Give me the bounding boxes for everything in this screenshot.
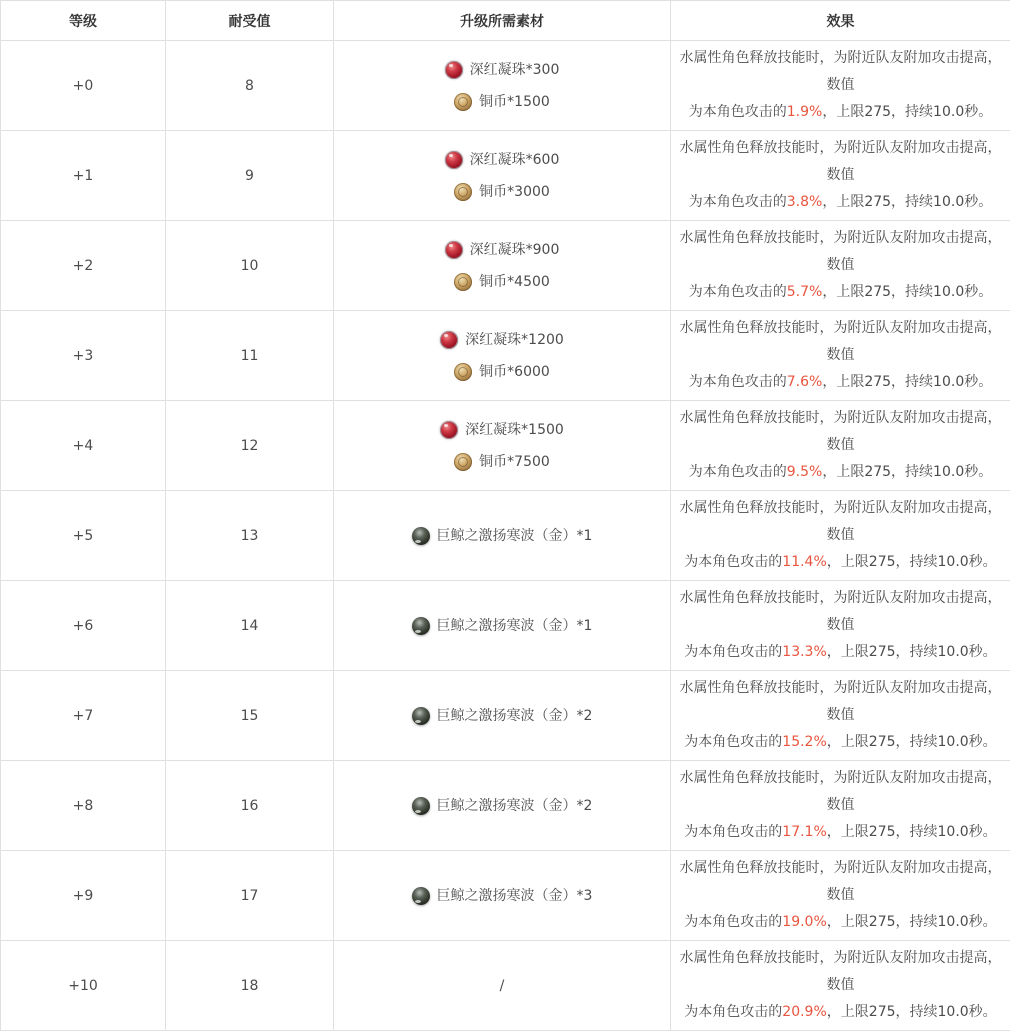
effect-line1: 水属性角色释放技能时，为附近队友附加攻击提高，数值 xyxy=(679,765,1002,819)
material-item xyxy=(342,327,662,353)
level-cell: +7 xyxy=(1,671,166,761)
header-level: 等级 xyxy=(1,1,166,41)
effect-percent: 15.2% xyxy=(782,734,826,750)
header-materials: 升级所需素材 xyxy=(334,1,671,41)
materials-cell xyxy=(334,41,671,131)
copper-coin-icon xyxy=(454,93,472,111)
material-label: 巨鲸之激扬寒波（金）*2 xyxy=(437,793,593,819)
effect-cell xyxy=(671,41,1010,131)
material-item xyxy=(342,269,662,295)
effect-line2 xyxy=(679,639,1002,666)
table-row xyxy=(1,131,1010,221)
whale-wave-gold-icon xyxy=(412,527,430,545)
effect-percent: 5.7% xyxy=(787,284,823,300)
material-item xyxy=(342,179,662,205)
effect-prefix: 为本角色攻击的 xyxy=(689,464,787,480)
effect-cell xyxy=(671,581,1010,671)
crimson-bead-icon xyxy=(445,241,463,259)
level-cell: +8 xyxy=(1,761,166,851)
materials-cell xyxy=(334,491,671,581)
endurance-cell: 10 xyxy=(166,221,334,311)
effect-percent: 17.1% xyxy=(782,824,826,840)
material-item xyxy=(342,973,662,999)
crimson-bead-icon xyxy=(440,421,458,439)
effect-cell xyxy=(671,941,1010,1031)
effect-prefix: 为本角色攻击的 xyxy=(684,734,782,750)
effect-line2 xyxy=(679,189,1002,216)
crimson-bead-icon xyxy=(445,151,463,169)
level-cell: +2 xyxy=(1,221,166,311)
material-label: 铜币*6000 xyxy=(479,359,550,385)
effect-line1: 水属性角色释放技能时，为附近队友附加攻击提高，数值 xyxy=(679,225,1002,279)
table-row xyxy=(1,41,1010,131)
effect-line1: 水属性角色释放技能时，为附近队友附加攻击提高，数值 xyxy=(679,675,1002,729)
endurance-cell: 13 xyxy=(166,491,334,581)
effect-percent: 19.0% xyxy=(782,914,826,930)
material-label: 铜币*3000 xyxy=(479,179,550,205)
copper-coin-icon xyxy=(454,183,472,201)
effect-prefix: 为本角色攻击的 xyxy=(689,104,787,120)
material-item xyxy=(342,359,662,385)
effect-percent: 9.5% xyxy=(787,464,823,480)
level-cell: +0 xyxy=(1,41,166,131)
material-label: 巨鲸之激扬寒波（金）*1 xyxy=(437,613,593,639)
effect-suffix: ，上限275，持续10.0秒。 xyxy=(822,464,992,480)
effect-line2 xyxy=(679,549,1002,576)
header-row xyxy=(1,1,1010,41)
materials-cell xyxy=(334,131,671,221)
header-effect: 效果 xyxy=(671,1,1010,41)
table-row xyxy=(1,761,1010,851)
copper-coin-icon xyxy=(454,453,472,471)
effect-suffix: ，上限275，持续10.0秒。 xyxy=(827,914,997,930)
effect-suffix: ，上限275，持续10.0秒。 xyxy=(827,554,997,570)
material-label: 深红凝珠*900 xyxy=(470,237,560,263)
material-label: 深红凝珠*600 xyxy=(470,147,560,173)
material-item xyxy=(342,57,662,83)
material-label: 深红凝珠*300 xyxy=(470,57,560,83)
effect-percent: 1.9% xyxy=(787,104,823,120)
level-cell: +3 xyxy=(1,311,166,401)
table-row xyxy=(1,221,1010,311)
effect-prefix: 为本角色攻击的 xyxy=(684,824,782,840)
whale-wave-gold-icon xyxy=(412,797,430,815)
effect-percent: 13.3% xyxy=(782,644,826,660)
endurance-cell: 12 xyxy=(166,401,334,491)
effect-line2 xyxy=(679,819,1002,846)
materials-cell xyxy=(334,851,671,941)
material-label: 铜币*4500 xyxy=(479,269,550,295)
endurance-cell: 11 xyxy=(166,311,334,401)
effect-percent: 3.8% xyxy=(787,194,823,210)
whale-wave-gold-icon xyxy=(412,887,430,905)
material-item xyxy=(342,147,662,173)
effect-cell xyxy=(671,671,1010,761)
table-row xyxy=(1,851,1010,941)
endurance-cell: 15 xyxy=(166,671,334,761)
effect-cell xyxy=(671,401,1010,491)
effect-suffix: ，上限275，持续10.0秒。 xyxy=(822,374,992,390)
level-cell: +6 xyxy=(1,581,166,671)
effect-percent: 20.9% xyxy=(782,1004,826,1020)
materials-cell xyxy=(334,311,671,401)
effect-cell xyxy=(671,311,1010,401)
effect-line2 xyxy=(679,459,1002,486)
copper-coin-icon xyxy=(454,273,472,291)
material-item xyxy=(342,613,662,639)
materials-cell xyxy=(334,581,671,671)
whale-wave-gold-icon xyxy=(412,617,430,635)
material-item xyxy=(342,703,662,729)
effect-cell xyxy=(671,131,1010,221)
endurance-cell: 9 xyxy=(166,131,334,221)
effect-prefix: 为本角色攻击的 xyxy=(689,284,787,300)
table-row xyxy=(1,671,1010,761)
effect-percent: 7.6% xyxy=(787,374,823,390)
effect-line2 xyxy=(679,909,1002,936)
endurance-cell: 17 xyxy=(166,851,334,941)
effect-prefix: 为本角色攻击的 xyxy=(684,914,782,930)
materials-cell xyxy=(334,761,671,851)
effect-suffix: ，上限275，持续10.0秒。 xyxy=(827,644,997,660)
materials-cell xyxy=(334,401,671,491)
material-item xyxy=(342,89,662,115)
effect-line1: 水属性角色释放技能时，为附近队友附加攻击提高，数值 xyxy=(679,135,1002,189)
effect-prefix: 为本角色攻击的 xyxy=(689,194,787,210)
effect-line1: 水属性角色释放技能时，为附近队友附加攻击提高，数值 xyxy=(679,495,1002,549)
effect-line1: 水属性角色释放技能时，为附近队友附加攻击提高，数值 xyxy=(679,585,1002,639)
table-row xyxy=(1,401,1010,491)
copper-coin-icon xyxy=(454,363,472,381)
endurance-cell: 18 xyxy=(166,941,334,1031)
effect-prefix: 为本角色攻击的 xyxy=(684,554,782,570)
materials-cell xyxy=(334,671,671,761)
material-item xyxy=(342,883,662,909)
effect-line2 xyxy=(679,279,1002,306)
table-row xyxy=(1,581,1010,671)
material-label: 巨鲸之激扬寒波（金）*1 xyxy=(437,523,593,549)
effect-percent: 11.4% xyxy=(782,554,826,570)
material-item xyxy=(342,523,662,549)
effect-line1: 水属性角色释放技能时，为附近队友附加攻击提高，数值 xyxy=(679,45,1002,99)
crimson-bead-icon xyxy=(440,331,458,349)
effect-cell xyxy=(671,221,1010,311)
effect-line1: 水属性角色释放技能时，为附近队友附加攻击提高，数值 xyxy=(679,855,1002,909)
table-row xyxy=(1,941,1010,1031)
material-item xyxy=(342,793,662,819)
effect-line2 xyxy=(679,999,1002,1026)
effect-line1: 水属性角色释放技能时，为附近队友附加攻击提高，数值 xyxy=(679,315,1002,369)
effect-line2 xyxy=(679,729,1002,756)
material-label: 巨鲸之激扬寒波（金）*3 xyxy=(437,883,593,909)
effect-cell xyxy=(671,851,1010,941)
material-label: / xyxy=(500,973,505,999)
effect-suffix: ，上限275，持续10.0秒。 xyxy=(827,1004,997,1020)
material-label: 巨鲸之激扬寒波（金）*2 xyxy=(437,703,593,729)
effect-suffix: ，上限275，持续10.0秒。 xyxy=(822,194,992,210)
level-cell: +9 xyxy=(1,851,166,941)
effect-line2 xyxy=(679,369,1002,396)
effect-suffix: ，上限275，持续10.0秒。 xyxy=(822,104,992,120)
effect-cell xyxy=(671,761,1010,851)
effect-line2 xyxy=(679,99,1002,126)
endurance-cell: 14 xyxy=(166,581,334,671)
effect-line1: 水属性角色释放技能时，为附近队友附加攻击提高，数值 xyxy=(679,405,1002,459)
effect-prefix: 为本角色攻击的 xyxy=(689,374,787,390)
effect-prefix: 为本角色攻击的 xyxy=(684,1004,782,1020)
table-row xyxy=(1,311,1010,401)
level-cell: +4 xyxy=(1,401,166,491)
header-endurance: 耐受值 xyxy=(166,1,334,41)
effect-suffix: ，上限275，持续10.0秒。 xyxy=(822,284,992,300)
effect-suffix: ，上限275，持续10.0秒。 xyxy=(827,734,997,750)
table-row xyxy=(1,491,1010,581)
material-label: 深红凝珠*1500 xyxy=(465,417,564,443)
endurance-cell: 16 xyxy=(166,761,334,851)
effect-suffix: ，上限275，持续10.0秒。 xyxy=(827,824,997,840)
material-item xyxy=(342,417,662,443)
effect-cell xyxy=(671,491,1010,581)
effect-line1: 水属性角色释放技能时，为附近队友附加攻击提高，数值 xyxy=(679,945,1002,999)
material-item xyxy=(342,449,662,475)
material-label: 铜币*1500 xyxy=(479,89,550,115)
materials-cell xyxy=(334,221,671,311)
materials-cell xyxy=(334,941,671,1031)
material-label: 深红凝珠*1200 xyxy=(465,327,564,353)
endurance-cell: 8 xyxy=(166,41,334,131)
crimson-bead-icon xyxy=(445,61,463,79)
level-cell: +1 xyxy=(1,131,166,221)
material-label: 铜币*7500 xyxy=(479,449,550,475)
level-cell: +10 xyxy=(1,941,166,1031)
level-cell: +5 xyxy=(1,491,166,581)
whale-wave-gold-icon xyxy=(412,707,430,725)
effect-prefix: 为本角色攻击的 xyxy=(684,644,782,660)
material-item xyxy=(342,237,662,263)
